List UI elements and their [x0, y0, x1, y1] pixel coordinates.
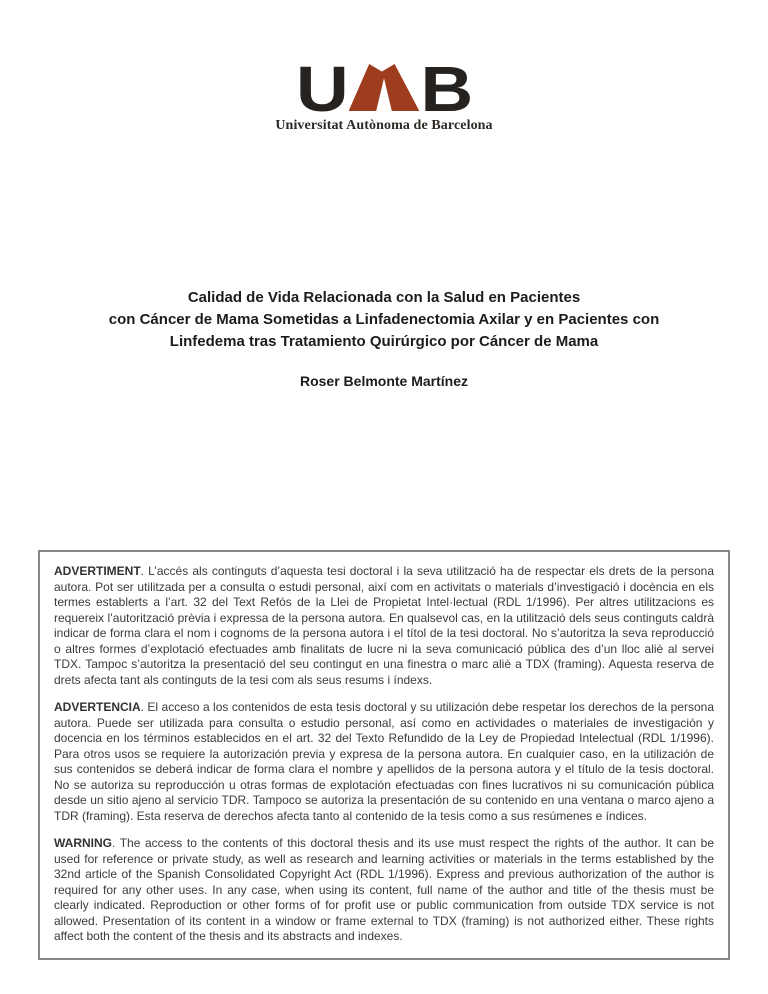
notice-warning-text: . The access to the contents of this doctoral thesis and its use must respect the rights of the author. It can be used for reference or private study, as well as research and learning activities or materials in the terms established by the 32nd article of the Spanish Consolidated Copyright Act (RDL 1/1996). Express and previous authorization of the author is required for any other uses. In any case, when using its content, full name of the author and title of the thesis must be clearly indicated. Reproduction or other forms of for profit use or public communication from outside TDX service is not allowed. Presentation of its content in a window or frame external to TDX (framing) is not authorized either. These rights affect both the content of the thesis and its abstracts and indexes. — [54, 836, 714, 943]
notice-advertencia-text: . El acceso a los contenidos de esta tesis doctoral y su utilización debe respetar los derechos de la persona autora. Puede ser utilizada para consulta o estudio personal, así como en actividades o materiales de investigación y docencia en los términos establecidos en el art. 32 del Texto Refundido de la Ley de Propiedad Intelectual (RDL 1/1996). Para otros usos se requiere la autorización previa y expresa de la persona autora. En cualquier caso, en la utilización de sus contenidos se deberá indicar de forma clara el nombre y apellidos de la persona autora y el título de la tesis doctoral. No se autoriza su reproducción u otras formas de explotación efectuadas con fines lucrativos ni su comunicación pública desde un sitio ajeno al servicio TDR. Tampoco se autoriza la presentación de su contenido en una ventana o marco ajeno a TDR (framing). Esta reserva de derechos afecta tanto al contenido de la tesis como a sus resúmenes e índices. — [54, 700, 714, 823]
thesis-title-line: Linfedema tras Tratamiento Quirúrgico por Cáncer de Mama — [169, 333, 599, 350]
thesis-title-line: con Cáncer de Mama Sometidas a Linfadenectomia Axilar y en Pacientes con — [108, 311, 660, 328]
university-wordmark: Universitat Autònoma de Barcelona — [275, 118, 493, 133]
uab-logo-letters — [0, 53, 768, 125]
notice-advertiment — [54, 564, 714, 688]
thesis-title-line: Calidad de Vida Relacionada con la Salud en Pacientes — [187, 289, 581, 306]
notice-warning — [54, 836, 714, 945]
notice-advertiment-text: . L’accés als continguts d’aquesta tesi doctoral i la seva utilització ha de respectar els drets de la persona autora. Pot ser utilitzada per a consulta o estudi personal, així com en activitats o materials d’investigació i docència en els termes establerts a l’art. 32 del Text Refós de la Llei de Propietat Intel·lectual (RDL 1/1996). Per altres utilitzacions es requereix l’autorització prèvia i expressa de la persona autora. En qualsevol cas, en la utilització dels seus continguts caldrà indicar de forma clara el nom i cognoms de la persona autora i el títol de la tesi doctoral. No s’autoritza la seva reproducció o altres formes d’explotació efectuades amb finalitats de lucre ni la seva comunicació pública des d’un lloc aliè al servei TDX. Tampoc s’autoritza la presentació del seu contingut en una finestra o marc aliè a TDX (framing). Aquesta reserva de drets afecta tant als continguts de la tesi com als seus resums i índexs. — [54, 564, 714, 687]
notice-advertencia-label: ADVERTENCIA — [54, 700, 141, 714]
logo-letter-b: B — [420, 53, 473, 125]
notice-warning-label: WARNING — [54, 836, 112, 850]
uab-logo — [0, 53, 768, 134]
notice-advertencia — [54, 700, 714, 824]
logo-letter-u: U — [295, 53, 348, 125]
logo-letter-a-icon — [349, 64, 420, 111]
rights-notice-box — [38, 550, 730, 960]
thesis-title — [0, 287, 768, 353]
author-name: Roser Belmonte Martínez — [299, 373, 469, 389]
notice-advertiment-label: ADVERTIMENT — [54, 564, 141, 578]
